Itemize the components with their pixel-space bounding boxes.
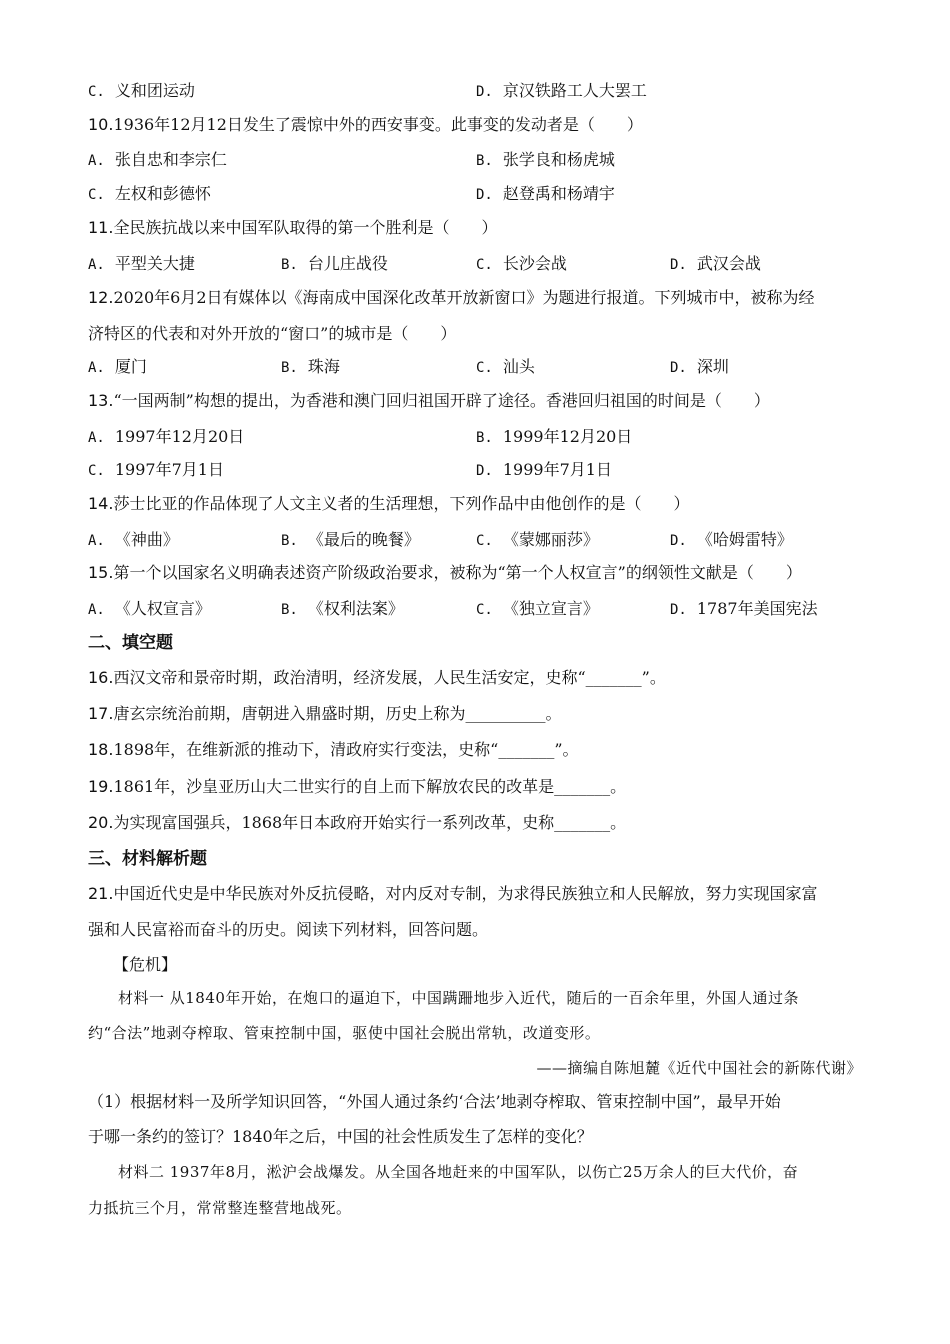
q17 xyxy=(0,699,950,729)
question-text: 莎士比亚的作品体现了人文主义者的生活理想，下列作品中由他创作的是（ ） xyxy=(113,494,690,513)
material-text: 约“合法”地剥夺榨取、管束控制中国，驱使中国社会脱出常轨，改道变形。 xyxy=(88,1024,601,1042)
q11-option-c: C. 长沙会战 xyxy=(476,254,567,273)
q12-stem-line-1 xyxy=(0,283,950,313)
q15-option-c: C. 《独立宣言》 xyxy=(476,599,599,618)
q21-stem-line-2 xyxy=(0,915,950,945)
question-text: 2020年6月2日有媒体以《海南成中国深化改革开放新窗口》为题进行报道。下列城市中，被称为经 xyxy=(113,288,815,307)
q13-option-c: C. 1997年7月1日 xyxy=(88,460,224,479)
material-text: 力抵抗三个月，常常整连整营地战死。 xyxy=(88,1199,352,1217)
q13-stem xyxy=(0,386,950,416)
q20 xyxy=(0,808,950,838)
section-title: 三、材料解析题 xyxy=(88,849,207,869)
question-text: “一国两制”构想的提出，为香港和澳门回归祖国开辟了途径。香港回归祖国的时间是（ ） xyxy=(113,391,770,410)
q12-stem-line-2 xyxy=(0,319,950,349)
material-heading: 【危机】 xyxy=(113,955,178,974)
question-number: 20. xyxy=(88,813,114,832)
q21-subquestion-1-line-1 xyxy=(0,1087,950,1117)
q18 xyxy=(0,735,950,765)
q12-options-row xyxy=(0,352,950,382)
q21-subquestion-1-line-2 xyxy=(0,1122,950,1152)
q10-option-c: C. 左权和彭德怀 xyxy=(88,184,211,203)
question-text: 强和人民富裕而奋斗的历史。阅读下列材料，回答问题。 xyxy=(88,920,489,939)
q11-option-d: D. 武汉会战 xyxy=(670,254,761,273)
q19 xyxy=(0,772,950,802)
q16 xyxy=(0,663,950,693)
q12-option-d: D. 深圳 xyxy=(670,357,729,376)
q13-option-b: B. 1999年12月20日 xyxy=(476,427,633,446)
q21-material-2-line-1 xyxy=(0,1157,950,1187)
q13-options-row-2 xyxy=(0,455,950,485)
q13-option-d: D. 1999年7月1日 xyxy=(476,460,612,479)
q21-material-1-line-2 xyxy=(0,1018,950,1048)
question-text: 唐玄宗统治前期，唐朝进入鼎盛时期，历史上称为__________。 xyxy=(113,704,562,723)
q15-option-b: B. 《权利法案》 xyxy=(281,599,404,618)
q21-material-2-line-2 xyxy=(0,1193,950,1223)
q15-stem xyxy=(0,558,950,588)
subquestion-text: 于哪一条约的签订？1840年之后，中国的社会性质发生了怎样的变化？ xyxy=(88,1127,593,1146)
question-number: 11. xyxy=(88,218,114,237)
section-heading-fill-in xyxy=(0,628,950,658)
q12-option-c: C. 汕头 xyxy=(476,357,535,376)
q15-option-d: D. 1787年美国宪法 xyxy=(670,599,818,618)
q21-stem-line-1 xyxy=(0,879,950,909)
question-text: 西汉文帝和景帝时期，政治清明，经济发展，人民生活安定，史称“_______”。 xyxy=(113,668,666,687)
q10-options-row-2 xyxy=(0,179,950,209)
q12-option-b: B. 珠海 xyxy=(281,357,340,376)
q11-stem xyxy=(0,213,950,243)
question-text: 1861年，沙皇亚历山大二世实行的自上而下解放农民的改革是_______。 xyxy=(113,777,627,796)
q10-options-row-1 xyxy=(0,145,950,175)
q9-option-d: D. 京汉铁路工人大罢工 xyxy=(476,81,647,100)
q9-option-c: C. 义和团运动 xyxy=(88,81,195,100)
section-heading-material xyxy=(0,844,950,874)
question-number: 14. xyxy=(88,494,114,513)
q21-crisis-heading xyxy=(0,950,950,980)
q21-material-1-source xyxy=(0,1053,950,1083)
q15-options-row xyxy=(0,594,950,624)
question-number: 12. xyxy=(88,288,114,307)
q9-options-row xyxy=(0,76,950,106)
question-number: 18. xyxy=(88,740,114,759)
material-text: 材料二 1937年8月，淞沪会战爆发。从全国各地赶来的中国军队，以伤亡25万余人的巨大代价，奋 xyxy=(118,1163,799,1181)
q11-option-a: A. 平型关大捷 xyxy=(88,254,195,273)
q13-options-row-1 xyxy=(0,422,950,452)
q14-option-d: D. 《哈姆雷特》 xyxy=(670,530,793,549)
section-title: 二、填空题 xyxy=(88,633,173,653)
question-number: 13. xyxy=(88,391,114,410)
question-text: 第一个以国家名义明确表述资产阶级政治要求，被称为“第一个人权宣言”的纲领性文献是（ ） xyxy=(113,563,802,582)
question-number: 21. xyxy=(88,884,114,903)
question-number: 15. xyxy=(88,563,114,582)
q14-option-c: C. 《蒙娜丽莎》 xyxy=(476,530,599,549)
question-number: 17. xyxy=(88,704,114,723)
q14-option-a: A. 《神曲》 xyxy=(88,530,179,549)
q10-option-a: A. 张自忠和李宗仁 xyxy=(88,150,227,169)
question-text: 为实现富国强兵，1868年日本政府开始实行一系列改革，史称_______。 xyxy=(113,813,627,832)
q15-option-a: A. 《人权宣言》 xyxy=(88,599,211,618)
question-text: 济特区的代表和对外开放的“窗口”的城市是（ ） xyxy=(88,324,457,343)
question-text: 全民族抗战以来中国军队取得的第一个胜利是（ ） xyxy=(113,218,498,237)
q11-options-row xyxy=(0,249,950,279)
q12-option-a: A. 厦门 xyxy=(88,357,147,376)
question-text: 中国近代史是中华民族对外反抗侵略，对内反对专制，为求得民族独立和人民解放，努力实现国家富 xyxy=(113,884,818,903)
q10-stem xyxy=(0,110,950,140)
material-source: ——摘编自陈旭麓《近代中国社会的新陈代谢》 xyxy=(536,1059,862,1077)
q10-option-b: B. 张学良和杨虎城 xyxy=(476,150,615,169)
subquestion-text: （1）根据材料一及所学知识回答，“外国人通过条约‘合法’地剥夺榨取、管束控制中国”，最早开始 xyxy=(88,1092,781,1111)
material-text: 材料一 从1840年开始，在炮口的逼迫下，中国蹒跚地步入近代，随后的一百余年里，外国人通过条 xyxy=(118,989,799,1007)
q13-option-a: A. 1997年12月20日 xyxy=(88,427,245,446)
question-number: 19. xyxy=(88,777,114,796)
question-number: 16. xyxy=(88,668,114,687)
q21-material-1-line-1 xyxy=(0,983,950,1013)
question-text: 1936年12月12日发生了震惊中外的西安事变。此事变的发动者是（ ） xyxy=(113,115,643,134)
question-number: 10. xyxy=(88,115,114,134)
q14-option-b: B. 《最后的晚餐》 xyxy=(281,530,420,549)
q14-stem xyxy=(0,489,950,519)
q11-option-b: B. 台儿庄战役 xyxy=(281,254,388,273)
q14-options-row xyxy=(0,525,950,555)
q10-option-d: D. 赵登禹和杨靖宇 xyxy=(476,184,615,203)
question-text: 1898年，在维新派的推动下，清政府实行变法，史称“_______”。 xyxy=(113,740,579,759)
